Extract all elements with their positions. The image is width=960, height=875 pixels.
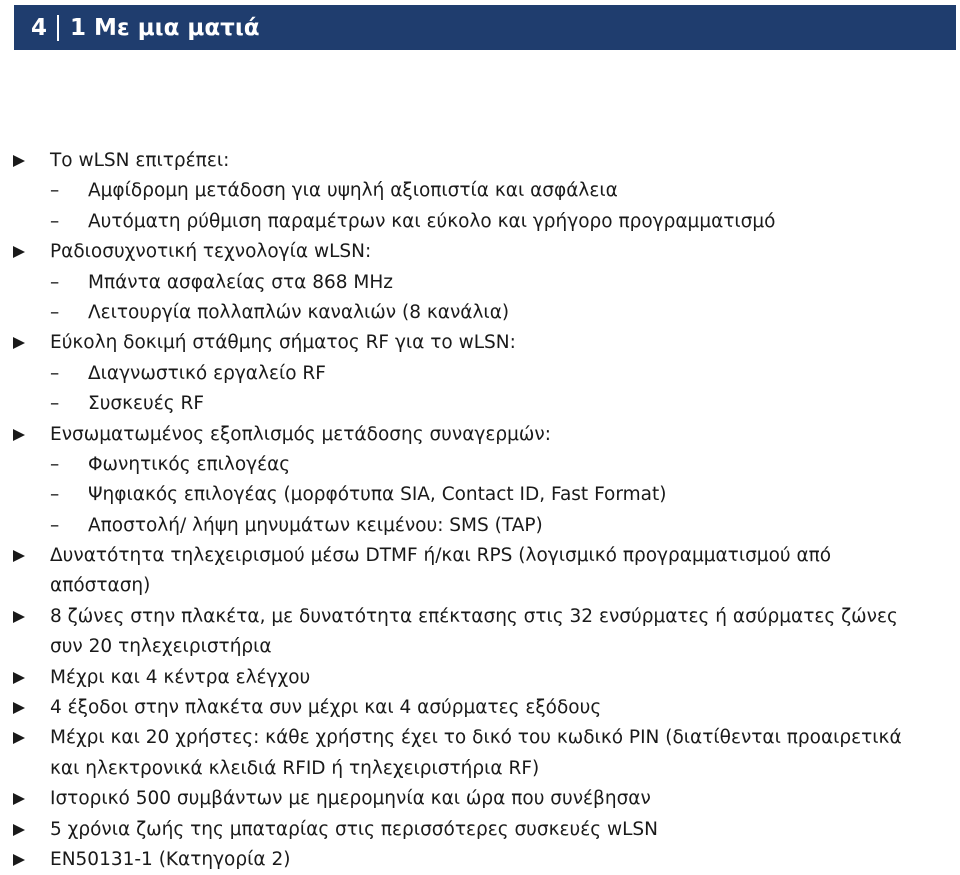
continuation-text: και ηλεκτρονικά κλειδιά RFID ή τηλεχειριστήρια RF): [50, 757, 540, 779]
bullet-item: [0, 146, 960, 176]
triangle-bullet-icon: [13, 246, 25, 258]
sub-item-text: Αποστολή/ λήψη μηνυμάτων κειμένου: SMS (TAP): [88, 514, 543, 536]
sub-item: [0, 207, 960, 237]
sub-item-text: Λειτουργία πολλαπλών καναλιών (8 κανάλια): [88, 301, 510, 323]
triangle-bullet-icon: [13, 702, 25, 714]
header-divider: [57, 15, 59, 41]
bullet-text: 5 χρόνια ζωής της μπαταρίας στις περισσότερες συσκευές wLSN: [50, 818, 658, 840]
sub-item: [0, 511, 960, 541]
bullet-item: [0, 328, 960, 358]
dash-marker: –: [50, 362, 60, 384]
sub-item-text: Διαγνωστικό εργαλείο RF: [88, 362, 326, 384]
bullet-item: [0, 663, 960, 693]
sub-item-text: Συσκευές RF: [88, 393, 204, 415]
sub-item: [0, 389, 960, 419]
page-number: 4: [31, 14, 48, 41]
sub-item: [0, 176, 960, 206]
continuation-text: απόσταση): [50, 575, 151, 597]
bullet-item: [0, 815, 960, 845]
triangle-bullet-icon: [13, 155, 25, 167]
bullet-text: Εύκολη δοκιμή στάθμης σήματος RF για το wLSN:: [50, 332, 516, 354]
dash-marker: –: [50, 393, 60, 415]
bullet-text: Ραδιοσυχνοτική τεχνολογία wLSN:: [50, 241, 372, 263]
dash-marker: –: [50, 180, 60, 202]
bullet-item: [0, 845, 960, 875]
bullet-text: Ενσωματωμένος εξοπλισμός μετάδοσης συναγερμών:: [50, 423, 551, 445]
bullet-item: [0, 602, 960, 632]
feature-list: [0, 146, 960, 875]
bullet-text: 4 έξοδοι στην πλακέτα συν μέχρι και 4 ασύρματες εξόδους: [50, 697, 602, 719]
sub-item: [0, 298, 960, 328]
bullet-text: Μέχρι και 20 χρήστες: κάθε χρήστης έχει το δικό του κωδικό PIN (διατίθενται προαιρετικά: [50, 727, 902, 749]
bullet-text: 8 ζώνες στην πλακέτα, με δυνατότητα επέκτασης στις 32 ενσύρματες ή ασύρματες ζώνες: [50, 605, 898, 627]
continuation-line: [0, 571, 960, 601]
dash-marker: –: [50, 453, 60, 475]
continuation-line: [0, 632, 960, 662]
sub-item: [0, 450, 960, 480]
section-title: 1 Με μια ματιά: [70, 14, 260, 41]
dash-marker: –: [50, 514, 60, 536]
sub-item-text: Ψηφιακός επιλογέας (μορφότυπα SIA, Contact ID, Fast Format): [88, 484, 667, 506]
triangle-bullet-icon: [13, 824, 25, 836]
sub-item-text: Αυτόματη ρύθμιση παραμέτρων και εύκολο και γρήγορο προγραμματισμό: [88, 210, 776, 232]
dash-marker: –: [50, 271, 60, 293]
triangle-bullet-icon: [13, 337, 25, 349]
triangle-bullet-icon: [13, 611, 25, 623]
bullet-item: [0, 784, 960, 814]
sub-item-text: Αμφίδρομη μετάδοση για υψηλή αξιοπιστία και ασφάλεια: [88, 180, 618, 202]
bullet-item: [0, 693, 960, 723]
bullet-item: [0, 237, 960, 267]
dash-marker: –: [50, 301, 60, 323]
continuation-text: συν 20 τηλεχειριστήρια: [50, 636, 272, 658]
bullet-item: [0, 723, 960, 753]
bullet-text: Το wLSN επιτρέπει:: [50, 150, 230, 171]
bullet-item: [0, 541, 960, 571]
section-header: [14, 5, 956, 50]
triangle-bullet-icon: [13, 793, 25, 805]
dash-marker: –: [50, 484, 60, 506]
triangle-bullet-icon: [13, 732, 25, 744]
sub-item: [0, 359, 960, 389]
bullet-text: EN50131-1 (Κατηγορία 2): [50, 848, 291, 870]
triangle-bullet-icon: [13, 854, 25, 866]
bullet-text: Μέχρι και 4 κέντρα ελέγχου: [50, 666, 311, 688]
triangle-bullet-icon: [13, 672, 25, 684]
sub-item: [0, 268, 960, 298]
sub-item-text: Φωνητικός επιλογέας: [88, 453, 291, 475]
sub-item: [0, 480, 960, 510]
bullet-text: Δυνατότητα τηλεχειρισμού μέσω DTMF ή/και RPS (λογισμικό προγραμματισμού από: [50, 545, 832, 567]
bullet-text: Ιστορικό 500 συμβάντων με ημερομηνία και ώρα που συνέβησαν: [50, 788, 651, 810]
continuation-line: [0, 754, 960, 784]
sub-item-text: Μπάντα ασφαλείας στα 868 MHz: [88, 271, 394, 293]
triangle-bullet-icon: [13, 550, 25, 562]
dash-marker: –: [50, 210, 60, 232]
triangle-bullet-icon: [13, 429, 25, 441]
bullet-item: [0, 420, 960, 450]
